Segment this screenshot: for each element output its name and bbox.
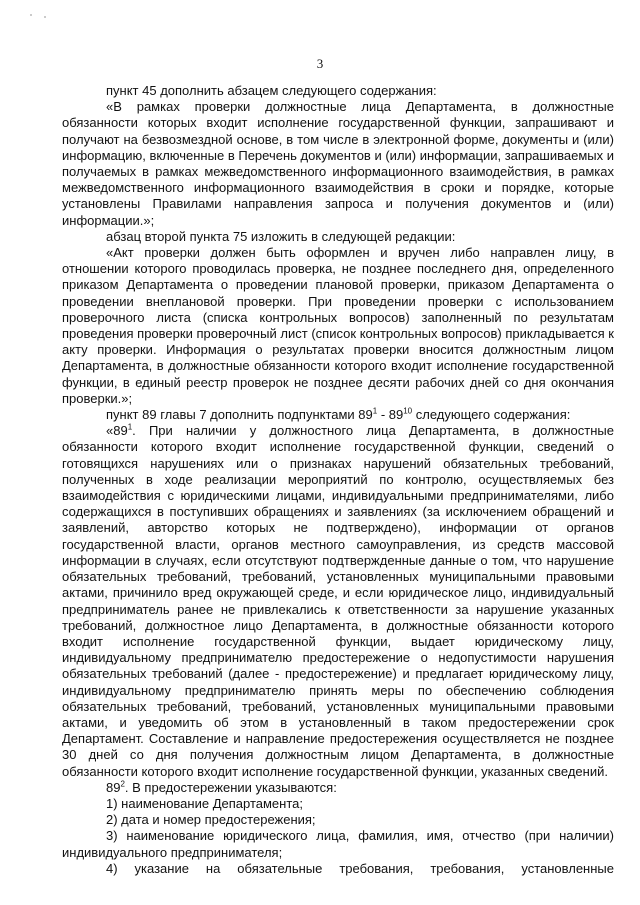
scan-artifact [30, 14, 32, 16]
paragraph-7: $89^2$. В предостережении указываются: [106, 779, 337, 795]
list-item-1: 1) наименование Департамента; [106, 795, 303, 811]
paragraph-4: «Акт проверки должен быть оформлен и вручен либо направлен лицу, в отношении которого проводилась проверка, не позднее последнего дня, определенного приказом Департамента о проведении плановой проверки, приказом Департамента о проведении внеплановой проверки. При проведении проверки с использованием проверочного листа (списка контрольных вопросов) заполненный по результатам проведения проверки проверочный лист (список контрольных вопросов) прикладывается к акту проверки. Информация о результатах проверки вносится должностным лицом Департамента, в должностные обязанности которого входит исполнение государственной функции, в единый реестр проверок не позднее десяти рабочих дней со дня окончания проверки.»; [62, 245, 614, 406]
list-item-4: 4) указание на обязательные требования, требования, установленные [106, 860, 614, 876]
scan-artifact [44, 16, 46, 18]
paragraph-1: пункт 45 дополнить абзацем следующего содержания: [106, 83, 437, 98]
paragraph-2: «В рамках проверки должностные лица Департамента, в должностные обязанности которых входит исполнение государственной функции, запрашивают и получают на безвозмездной основе, в том числе в электронной форме, документы и (или) информацию, включенные в Перечень документов и (или) информации, запрашиваемых и получаемых в рамках межведомственного информационного взаимодействия, в рамках межведомственного информационного взаимодействия в сроки и порядке, которые установлены Правилами направления запроса и получения документов и (или) информации.»; [62, 99, 614, 228]
list-item-2: 2) дата и номер предостережения; [106, 812, 316, 828]
paragraph-6: «$89^1$. При наличии у должностного лица Департамента, в должностные обязанности которого входит исполнение государственной функции, сведений о готовящихся нарушениях или о признаках нарушений обязательных требований, полученных в ходе реализации мероприятий по контролю, осуществляемых без взаимодействия с юридическими лицами, индивидуальными предпринимателями, либо содержащихся в поступивших обращениях и заявлениях (за исключением обращений и заявлений, авторство которых не подтверждено), информации от органов государственной власти, органов местного самоуправления, из средств массовой информации в случаях, если отсутствуют подтвержденные данные о том, что нарушение обязательных требований, требований, установленных муниципальными правовыми актами, причинило вред окружающей среде, и если юридическое лицо, индивидуальный предприниматель ранее не привлекались к ответственности за нарушение указанных требований, должностное лицо Департамента, в должностные обязанности которого входит исполнение государственной функции, выдает юридическому лицу, индивидуальному предпринимателю предостережение о недопустимости нарушения обязательных требований (далее - предостережение) и предлагает юридическому лицу, индивидуальному предпринимателю принять меры по обеспечению соблюдения обязательных требований, требований, установленных муниципальными правовыми актами, и уведомить об этом в установленный в таком предостережении срок Департамент. Составление и направление предостережения осуществляется не позднее 30 дней со дня получения должностным лицом Департамента, в должностные обязанности которого входит исполнение государственной функции, указанных сведений. [62, 422, 614, 779]
paragraph-5: пункт 89 главы 7 дополнить подпунктами $89^1 - 89^{10}$ следующего содержания: [106, 406, 571, 423]
page-number: 3 [316, 56, 324, 71]
paragraph-3: абзац второй пункта 75 изложить в следующей редакции: [106, 228, 456, 244]
document-body [62, 83, 614, 877]
list-item-3: 3) наименование юридического лица, фамилия, имя, отчество (при наличии) индивидуального предпринимателя; [62, 828, 614, 860]
